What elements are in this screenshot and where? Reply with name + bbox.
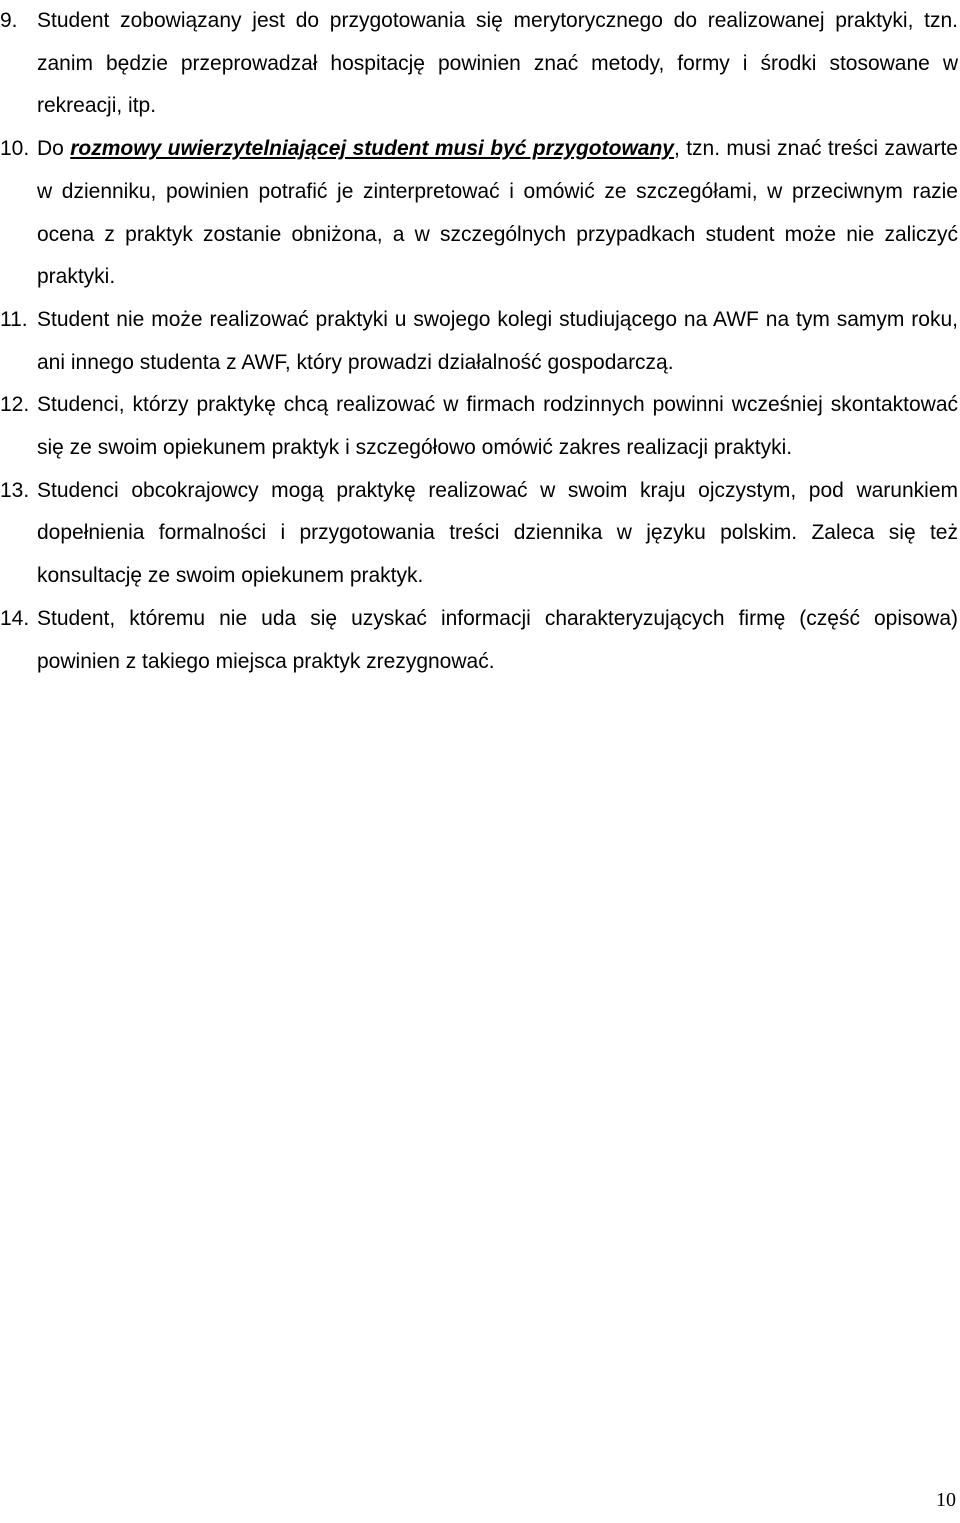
list-item-number: 13. xyxy=(0,478,30,502)
page-number: 10 xyxy=(936,1489,956,1511)
list-item-10 xyxy=(0,128,958,299)
list-item-number: 9. xyxy=(0,9,18,32)
list-item-content xyxy=(37,128,958,299)
list-item-text: , tzn. musi znać treści zawarte w dzienniku, powinien potrafić je zinterpretować i omówić ze szczegółami, w przeciwnym razie ocena z praktyk zostanie obniżona, a w szczególnych przypadkach student może nie zaliczyć praktyki. xyxy=(37,137,958,289)
list-item-text: Student nie może realizować praktyki u swojego kolegi studiującego na AWF na tym samym roku, ani innego studenta z AWF, który prowadzi działalność gospodarczą. xyxy=(37,307,958,374)
list-item-number: 10. xyxy=(0,137,30,161)
list-item-text: Student, któremu nie uda się uzyskać informacji charakteryzujących firmę (część opisowa) powinien z takiego miejsca praktyk zrezygnować. xyxy=(37,606,958,673)
emphasized-text: rozmowy uwierzytelniającej student musi być przygotowany xyxy=(70,137,674,161)
list-item-number: 14. xyxy=(0,606,30,630)
list-item-text: Studenci obcokrajowcy mogą praktykę realizować w swoim kraju ojczystym, pod warunkiem dopełnienia formalności i przygotowania treści dziennika w języku polskim. Zaleca się też konsultację ze swoim opiekunem praktyk. xyxy=(37,478,958,588)
list-item-number: 12. xyxy=(0,393,30,417)
list-item-text: Studenci, którzy praktykę chcą realizować w firmach rodzinnych powinni wcześniej skontaktować się ze swoim opiekunem praktyk i szczegółowo omówić zakres realizacji praktyki. xyxy=(37,393,958,460)
list-item-14 xyxy=(0,598,958,683)
list-item-13 xyxy=(0,470,958,598)
list-item-12 xyxy=(0,384,958,469)
list-item-number: 11. xyxy=(0,307,28,331)
list-item-text: Student zobowiązany jest do przygotowania się merytorycznego do realizowanej praktyki, tzn. zanim będzie przeprowadzał hospitację powinien znać metody, formy i środki stosowane w rekreacji, itp. xyxy=(37,9,958,118)
list-item-11 xyxy=(0,299,958,384)
numbered-list xyxy=(0,0,958,683)
list-item-9 xyxy=(0,0,958,128)
list-item-lead: Do xyxy=(37,137,64,161)
